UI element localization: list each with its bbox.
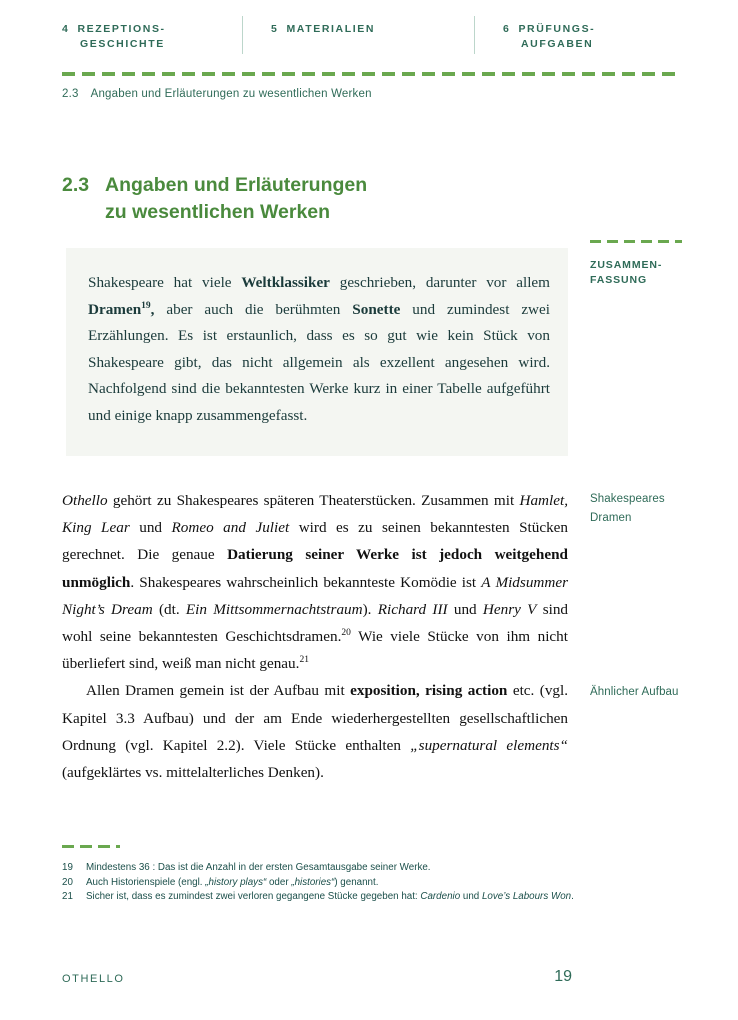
footnote-item [62, 890, 574, 905]
footnote-number: 20 [62, 876, 73, 888]
margin-note-aehnlicher-aufbau: Ähnlicher Aufbau [590, 686, 679, 698]
margin-note-line2: Dramen [590, 512, 632, 524]
footnote-text: Mindestens 36 : Das ist die Anzahl in der ersten Gesamtausgabe seiner Werke. [86, 862, 431, 873]
footnote-list [62, 861, 574, 905]
body-copy [62, 487, 568, 786]
footnote-text: Auch Historienspiele (engl. „history plays“ oder „histories“) genannt. [86, 876, 379, 888]
page-title-line1: Angaben und Erläuterungen [105, 174, 368, 196]
margin-note-line1: Shakespeares [590, 493, 665, 505]
header-dashed-rule [62, 72, 678, 76]
running-head-number: 2.3 [62, 88, 79, 100]
footnote-item [62, 861, 574, 876]
margin-note-line1: ZUSAMMEN- [590, 259, 663, 271]
summary-text: Shakespeare hat viele Weltklassiker geschrieben, darunter vor allem Dramen$^{19}$, aber auch die berühmten Sonette und zumindest zwei Erzählungen. Es ist erstaunlich, dass es so gut wie kein Stück von Shakespeare gibt, das nicht allgemein als exzellent angesehen wird. Nachfolgend sind die bekanntesten Werke kurz in einer Tabelle aufgeführt und einige knapp zusammengefasst. [88, 274, 550, 424]
body-paragraph-2: Allen Dramen gemein ist der Aufbau mit exposition, rising action etc. (vgl. Kapitel 3.3 Aufbau) und der am Ende wiederhergestellten gesellschaftlichen Ordnung (vgl. Kapitel 2.2). Viele Stücke enthalten „supernatural elements“ (aufgeklärtes vs. mittelalterliches Denken). [62, 682, 569, 782]
margin-note-zusammenfassung [590, 258, 720, 288]
page-title-line2: zu wesentlichen Werken [105, 201, 331, 223]
footnote-text: Sicher ist, dass es zumindest zwei verloren gegangene Stücke gegeben hat: Cardenio und Love’s Labours Won. [86, 891, 574, 903]
nav-item-label-line2: AUFGABEN [521, 38, 594, 50]
nav-item-label-line1: MATERIALIEN [286, 23, 376, 35]
nav-item-label-line1: PRÜFUNGS- [518, 23, 596, 35]
nav-divider [242, 16, 243, 54]
footnote-number: 21 [62, 891, 73, 903]
page-number: 19 [554, 968, 572, 985]
nav-item-pruefungsaufgaben[interactable] [474, 22, 678, 52]
summary-box [66, 248, 568, 456]
nav-divider [474, 16, 475, 54]
footnote-number: 19 [62, 862, 73, 873]
chapter-nav-bar [0, 0, 738, 70]
page-title [62, 172, 582, 226]
margin-note-shakespeares-dramen [590, 490, 720, 528]
body-paragraph-1: Othello gehört zu Shakespeares späteren Theaterstücken. Zusammen mit Hamlet, King Lear und Romeo and Juliet wird es zu seinen bekanntesten Stücken gerechnet. Die genaue Datierung seiner Werke ist jedoch weitgehend unmöglich. Shakespeares wahrscheinlich bekannteste Komödie ist A Midsummer Night’s Dream (dt. Ein Mittsommernachtstraum). Richard III und Henry V sind wohl seine bekanntesten Geschichtsdramen.$^{20}$ Wie viele Stücke von ihm nicht überliefert sind, weiß man nicht genau.$^{21}$ [62, 492, 569, 673]
nav-item-number: 5 [271, 23, 279, 35]
nav-item-label-line1: REZEPTIONS- [77, 23, 166, 35]
nav-item-number: 6 [503, 23, 511, 35]
nav-item-label-line2: GESCHICHTE [80, 38, 165, 50]
margin-note-dash [590, 240, 682, 243]
running-head-text: Angaben und Erläuterungen zu wesentlichen Werken [90, 88, 372, 100]
running-head [62, 88, 372, 100]
nav-item-materialien[interactable] [242, 22, 474, 52]
footnote-rule [62, 845, 120, 848]
footnote-item [62, 876, 574, 891]
footer-title: OTHELLO [62, 973, 125, 985]
nav-item-rezeptionsgeschichte[interactable] [62, 22, 242, 52]
page-title-number: 2.3 [62, 174, 90, 196]
margin-note-line2: FASSUNG [590, 274, 648, 286]
nav-item-number: 4 [62, 23, 70, 35]
